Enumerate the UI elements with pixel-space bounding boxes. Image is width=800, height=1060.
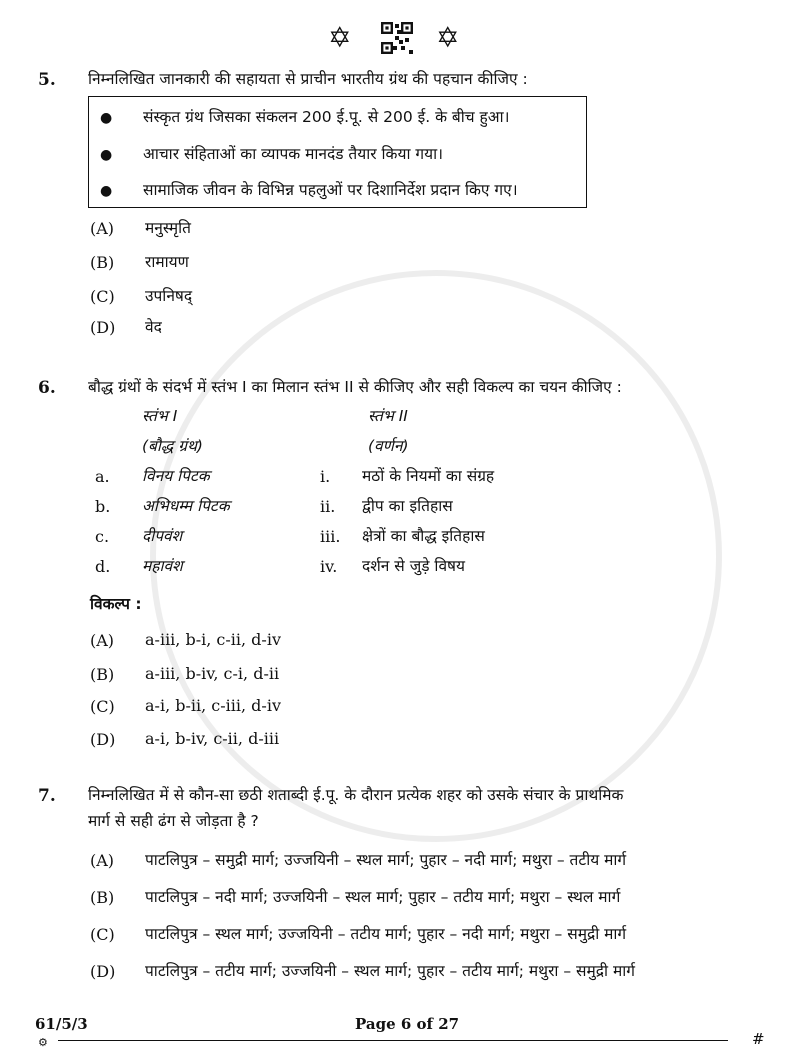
bullet-icon: ● — [100, 147, 113, 163]
footer-divider — [58, 1040, 728, 1041]
column-heading: स्तंभ II — [368, 407, 408, 425]
row-label: b. — [95, 497, 111, 516]
row-label: i. — [320, 467, 331, 486]
match-item: मठों के नियमों का संग्रह — [362, 467, 495, 485]
match-item: विनय पिटक — [142, 467, 210, 485]
option-label: (D) — [90, 318, 116, 337]
question-stem: मार्ग से सही ढंग से जोड़ता है ? — [88, 812, 259, 830]
match-item: क्षेत्रों का बौद्ध इतिहास — [362, 527, 485, 545]
match-item: महावंश — [142, 557, 183, 575]
column-heading: स्तंभ I — [142, 407, 178, 425]
option-label: (C) — [90, 287, 115, 306]
option-label: (B) — [90, 888, 115, 907]
option-text: पाटलिपुत्र – समुद्री मार्ग; उज्जयिनी – स्थल मार्ग; पुहार – नदी मार्ग; मथुरा – तटीय मार्ग — [145, 851, 627, 869]
paper-code: 61/5/3 — [35, 1015, 88, 1033]
option-text: a-iii, b-iv, c-i, d-ii — [145, 664, 280, 683]
qr-code-icon — [381, 22, 413, 54]
star-of-david-icon: ✡ — [328, 21, 352, 54]
row-label: iv. — [320, 557, 338, 576]
option-text: मनुस्मृति — [145, 219, 192, 237]
option-text: a-i, b-iv, c-ii, d-iii — [145, 729, 280, 748]
row-label: iii. — [320, 527, 341, 546]
bullet-icon: ● — [100, 183, 113, 199]
info-bullet: संस्कृत ग्रंथ जिसका संकलन 200 ई.पू. से 200 ई. के बीच हुआ। — [143, 108, 510, 126]
match-item: दीपवंश — [142, 527, 183, 545]
question-number: 5. — [38, 70, 56, 90]
page-number: Page 6 of 27 — [355, 1015, 460, 1033]
option-label: (C) — [90, 697, 115, 716]
option-label: (A) — [90, 631, 115, 650]
option-text: पाटलिपुत्र – स्थल मार्ग; उज्जयिनी – तटीय मार्ग; पुहार – नदी मार्ग; मथुरा – समुद्री मार्ग — [145, 925, 627, 943]
option-text: पाटलिपुत्र – तटीय मार्ग; उज्जयिनी – स्थल मार्ग; पुहार – तटीय मार्ग; मथुरा – समुद्री मार्ग — [145, 962, 635, 980]
option-text: उपनिषद् — [145, 287, 193, 305]
page-header — [0, 18, 800, 58]
question-stem: निम्नलिखित में से कौन-सा छठी शताब्दी ई.पू. के दौरान प्रत्येक शहर को उसके संचार के प्राथमिक — [88, 786, 624, 804]
option-text: a-iii, b-i, c-ii, d-iv — [145, 630, 281, 649]
question-stem: निम्नलिखित जानकारी की सहायता से प्राचीन भारतीय ग्रंथ की पहचान कीजिए : — [88, 70, 528, 88]
column-subheading: (वर्णन) — [368, 437, 409, 455]
option-label: (B) — [90, 253, 115, 272]
row-label: d. — [95, 557, 111, 576]
column-subheading: (बौद्ध ग्रंथ) — [142, 437, 203, 455]
option-text: a-i, b-ii, c-iii, d-iv — [145, 696, 281, 715]
info-bullet: आचार संहिताओं का व्यापक मानदंड तैयार किया गया। — [143, 145, 443, 163]
star-of-david-icon: ✡ — [436, 21, 460, 54]
question-number: 7. — [38, 786, 56, 806]
option-label: (C) — [90, 925, 115, 944]
options-title: विकल्प : — [90, 595, 142, 613]
question-stem: बौद्ध ग्रंथों के संदर्भ में स्तंभ I का मिलान स्तंभ II से कीजिए और सही विकल्प का चयन कीजिए : — [88, 378, 622, 396]
match-item: दर्शन से जुड़े विषय — [362, 557, 466, 575]
option-label: (D) — [90, 730, 116, 749]
row-label: a. — [95, 467, 110, 486]
match-item: अभिधम्म पिटक — [142, 497, 230, 515]
row-label: c. — [95, 527, 110, 546]
option-text: पाटलिपुत्र – नदी मार्ग; उज्जयिनी – स्थल मार्ग; पुहार – तटीय मार्ग; मथुरा – स्थल मार्ग — [145, 888, 621, 906]
option-label: (A) — [90, 851, 115, 870]
option-label: (B) — [90, 665, 115, 684]
option-label: (D) — [90, 962, 116, 981]
option-text: वेद — [145, 318, 162, 336]
match-item: द्वीप का इतिहास — [362, 497, 453, 515]
bullet-icon: ● — [100, 110, 113, 126]
option-label: (A) — [90, 219, 115, 238]
gear-icon: ⚙ — [38, 1036, 48, 1049]
row-label: ii. — [320, 497, 336, 516]
question-number: 6. — [38, 378, 56, 398]
hash-mark: # — [752, 1030, 765, 1048]
option-text: रामायण — [145, 253, 189, 271]
info-bullet: सामाजिक जीवन के विभिन्न पहलुओं पर दिशानिर्देश प्रदान किए गए। — [143, 181, 518, 199]
